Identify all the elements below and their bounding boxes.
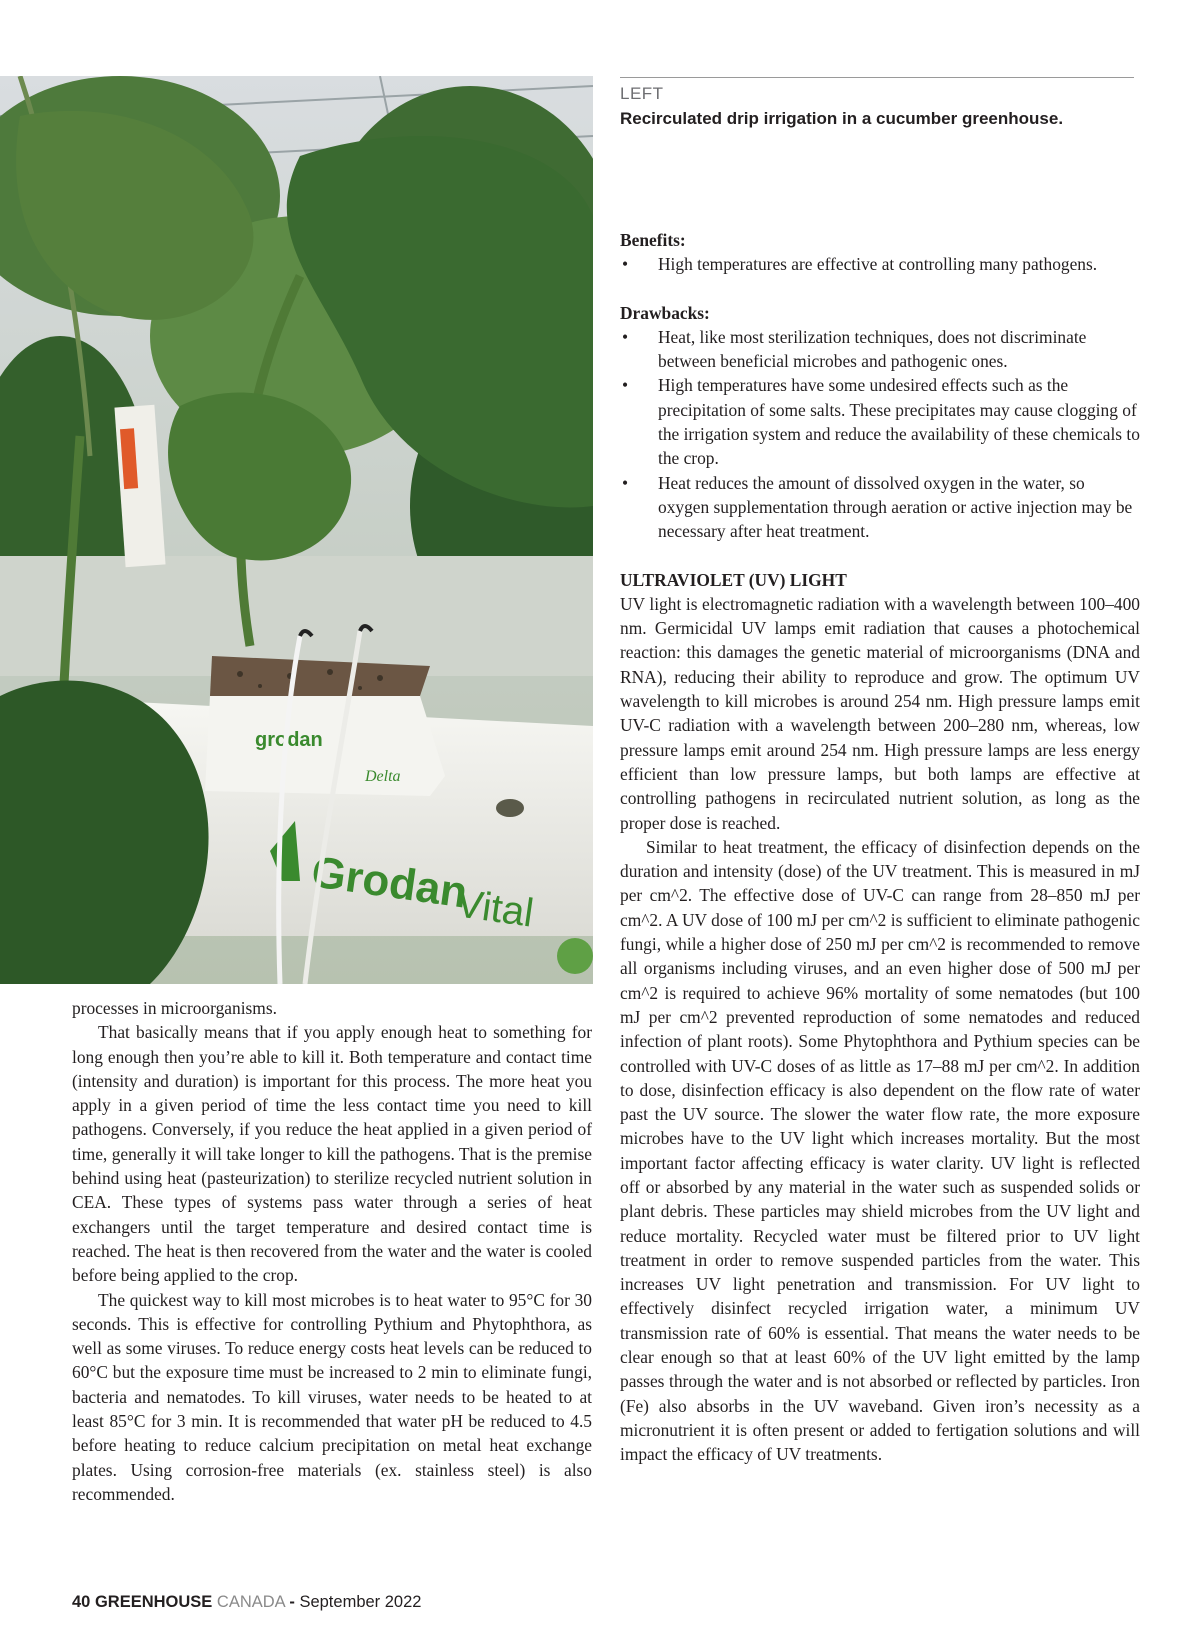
list-item: • Heat reduces the amount of dissolved oxygen in the water, so oxygen supplementation through aeration or active injection may be necessary after heat treatment. xyxy=(622,472,1133,542)
bullet-glyph: • xyxy=(622,254,629,275)
photo-caption: Recirculated drip irrigation in a cucumber greenhouse. xyxy=(620,109,1064,128)
paragraph: UV light is electromagnetic radiation with a wavelength between 100–400 nm. Germicidal UV lamps emit radiation that causes a photochemical reaction: this damages the genetic material of microorganisms (DNA and RNA), reducing their ability to reproduce and grow. The optimum UV wavelength to kill microbes is around 254 nm. High pressure lamps emit UV-C radiation with a wavelength between 200–280 nm, whereas, low pressure lamps emit around 254 nm. High pressure lamps are less energy efficient than low pressure lamps, but both lamps are effective at controlling pathogens in recirculated nutrient solution, as long as the proper dose is reached. xyxy=(620,593,1140,833)
caption-rule xyxy=(620,77,1134,78)
section-heading-uv: ULTRAVIOLET (UV) LIGHT xyxy=(620,569,847,590)
caption-tag: LEFT xyxy=(620,84,664,103)
issue-date: September 2022 xyxy=(299,1593,422,1611)
paragraph: processes in microorganisms. xyxy=(72,998,277,1018)
list-item: • Heat, like most sterilization techniques, does not discriminate between beneficial microbes and pathogenic ones. xyxy=(622,326,1087,372)
paragraph: That basically means that if you apply enough heat to something for long enough then you’re able to kill it. Both temperature and contact time (intensity and duration) is important for this process. The more heat you apply in a given period of time the less contact time you need to kill pathogens. Conversely, if you reduce the heat applied in a given period of time, generally it will take longer to kill the pathogens. That is the premise behind using heat (pasteurization) to sterilize recycled nutrient solution in CEA. These types of systems pass water through a series of heat exchangers until the target temperature and desired contact time is reached. The heat is then recovered from the water and the water is cooled before being applied to the crop. xyxy=(72,1022,592,1286)
benefits-list xyxy=(620,252,1140,276)
bullet-glyph: • xyxy=(622,472,629,493)
bullet-glyph: • xyxy=(622,375,629,396)
magazine-brand-sub: CANADA xyxy=(216,1593,285,1611)
magazine-brand: GREENHOUSE xyxy=(94,1593,213,1611)
list-item: • High temperatures have some undesired effects such as the precipitation of some salts. These precipitates may cause clogging of the irrigation system and reduce the availability of these chemicals to the crop. xyxy=(622,375,1140,469)
block-product-label: Delta xyxy=(365,768,401,785)
page-footer xyxy=(72,1593,421,1612)
paragraph: The quickest way to kill most microbes is to heat water to 95°C for 30 seconds. This is effective for controlling Pythium and Phytophthora, as well as some viruses. To reduce energy costs heat levels can be reduced to 60°C but the exposure time must be increased to 2 min to eliminate fungi, bacteria and nematodes. To kill viruses, water needs to be heated to at least 85°C for 3 min. It is recommended that water pH be reduced to 4.5 before heating to reduce calcium precipitation on metal heat exchange plates. Using corrosion-free materials (ex. stainless steel) is also recommended. xyxy=(72,1289,592,1504)
footer-separator: - xyxy=(289,1593,295,1611)
drawbacks-list xyxy=(620,325,1140,544)
right-text-column xyxy=(620,228,1140,1467)
bag-brand-label: Grodan xyxy=(308,847,471,918)
article-photo xyxy=(0,76,593,984)
list-item: • High temperatures are effective at controlling many pathogens. xyxy=(620,252,1140,276)
bag-product-label: Vital xyxy=(453,881,537,936)
page-number: 40 xyxy=(72,1593,91,1611)
benefits-heading: Benefits: xyxy=(620,230,686,250)
paragraph: Similar to heat treatment, the efficacy of disinfection depends on the duration and intensity (dose) of the UV treatment. This is measured in mJ per cm^2. The effective dose of UV-C can range from 28–850 mJ per cm^2. A UV dose of 100 mJ per cm^2 is sufficient to eliminate pathogenic fungi, while a higher dose of 250 mJ per cm^2 is recommended to remove all organisms including viruses, and an even higher dose of 500 mJ per cm^2 is required to achieve 96% mortality of some nematodes (but 100 mJ per cm^2 prevented reproduction of some nematodes and reduced infection of plant roots). Some Phytophthora and Pythium species can be controlled with UV-C doses of as little as 17–88 mJ per cm^2. In addition to dose, disinfection efficacy is also dependent on the flow rate of water past the UV source. The slower the water flow rate, the more exposure microbes have to the UV light which increases mortality. But the most important factor affecting efficacy is water clarity. UV light is reflected off or absorbed by any material in the water such as suspended solids or plant debris. These particles may shield microbes from the UV light and reduce mortality. Recycled water must be filtered prior to UV light treatment in order to remove suspended particles from the water. This increases UV light penetration and transmission. For UV light to effectively disinfect recycled irrigation water, a minimum UV transmission rate of 60% is essential. That means the water needs to be clear enough so that at least 60% of the UV light emitted by the lamp passes through the water and is not absorbed or reflected by particles. Iron (Fe) also absorbs in the UV waveband. Given iron’s necessity as a micronutrient it is often present or added to fertigation solutions and will impact the efficacy of UV treatments. xyxy=(620,836,1140,1465)
cucumber-greenhouse-photo xyxy=(0,76,593,984)
left-text-column xyxy=(72,996,592,1506)
bullet-glyph: • xyxy=(622,326,629,347)
block-brand-label: grodan xyxy=(255,729,323,751)
drawbacks-heading: Drawbacks: xyxy=(620,302,710,323)
